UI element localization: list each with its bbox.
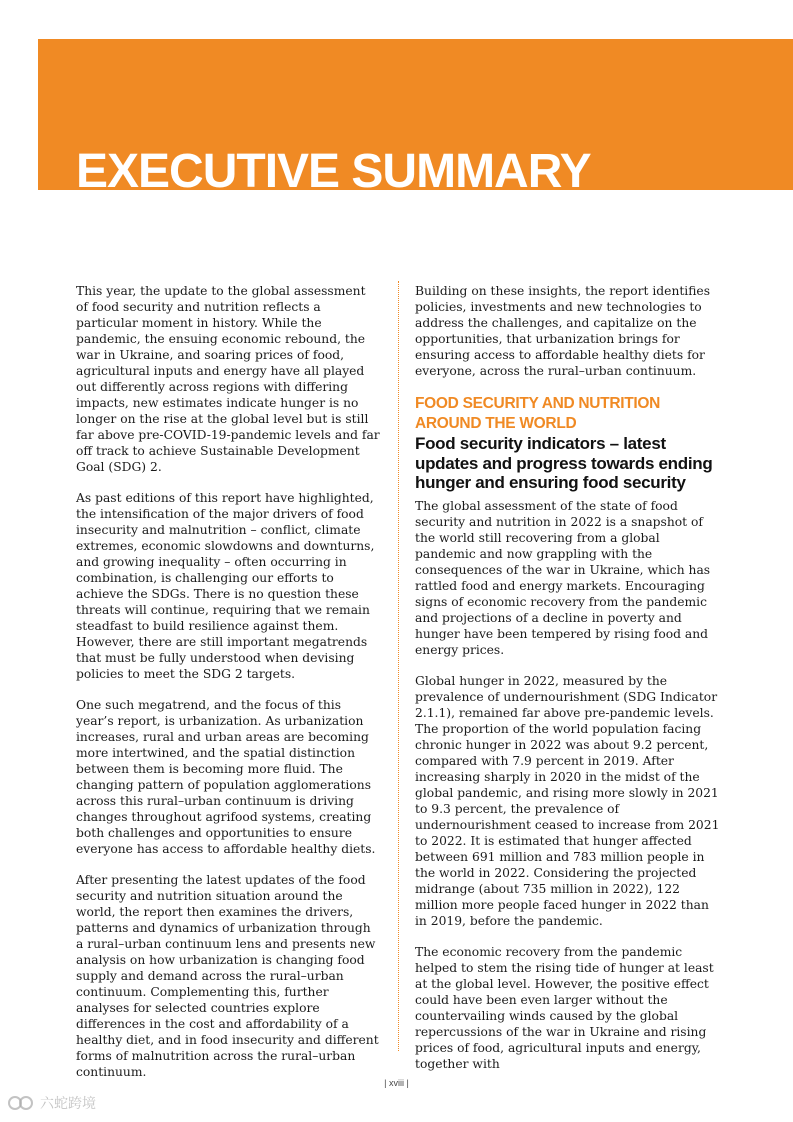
body-paragraph: The global assessment of the state of food security and nutrition in 2022 is a snapshot of the world still recovering from a global pandemic and now grappling with the consequences of the war in Ukraine, which has rattled food and energy markets. Encouraging signs of economic recovery from the pandemic and projections of a decline in poverty and hunger have been tempered by rising food and energy prices. [415,498,711,657]
page-number: | xviii | [384,1078,409,1088]
body-paragraph: One such megatrend, and the focus of this year’s report, is urbanization. As urbanization increases, rural and urban areas are becoming more intertwined, and the spatial distinction between them is becoming more fluid. The changing pattern of population agglomerations across this rural–urban continuum is driving changes throughout agrifood systems, creating both challenges and opportunities to ensure everyone has access to affordable healthy diets. [76,698,376,856]
section-kicker: FOOD SECURITY AND NUTRITION AROUND THE WORLD [415,395,661,432]
watermark-logo-icon [8,1094,34,1112]
left-column [76,283,381,1095]
intro-paragraph: Building on these insights, the report identifies policies, investments and new technologies to address the challenges, and capitalize on the opportunities, that urbanization brings for ensuring access to affordable healthy diets for everyone, across the rural–urban continuum. [415,284,711,378]
header-banner [38,39,793,190]
watermark-text: 六蛇跨境 [40,1096,96,1112]
right-column [415,283,720,1087]
section-heading: Food security indicators – latest updates and progress towards ending hunger and ensuring food security [415,434,713,492]
body-paragraph: After presenting the latest updates of the food security and nutrition situation around the world, the report then examines the drivers, patterns and dynamics of urbanization through a rural–urban continuum lens and presents new analysis on how urbanization is changing food supply and demand across the rural–urban continuum. Complementing this, further analyses for selected countries explore differences in the cost and affordability of a healthy diet, and in food insecurity and different forms of malnutrition across the rural–urban continuum. [76,873,379,1079]
body-paragraph: This year, the update to the global assessment of food security and nutrition reflects a particular moment in history. While the pandemic, the ensuing economic rebound, the war in Ukraine, and soaring prices of food, agricultural inputs and energy have all played out differently across regions with differing impacts, new estimates indicate hunger is no longer on the rise at the global level but is still far above pre-COVID-19-pandemic levels and far off track to achieve Sustainable Development Goal (SDG) 2. [76,284,380,474]
watermark [8,1093,96,1113]
body-paragraph: As past editions of this report have highlighted, the intensification of the major drivers of food insecurity and malnutrition – conflict, climate extremes, economic slowdowns and downturns, and growing inequality – often occurring in combination, is challenging our efforts to achieve the SDGs. There is no question these threats will continue, requiring that we remain steadfast to build resilience against them. However, there are still important megatrends that must be fully understood when devising policies to meet the SDG 2 targets. [76,491,375,681]
page-title: EXECUTIVE SUMMARY [76,145,591,190]
column-divider [398,281,399,1051]
body-paragraph: Global hunger in 2022, measured by the prevalence of undernourishment (SDG Indicator 2.1.1), remained far above pre-pandemic levels. The proportion of the world population facing chronic hunger in 2022 was about 9.2 percent, compared with 7.9 percent in 2019. After increasing sharply in 2020 in the midst of the global pandemic, and rising more slowly in 2021 to 9.3 percent, the prevalence of undernourishment ceased to increase from 2021 to 2022. It is estimated that hunger affected between 691 million and 783 million people in the world in 2022. Considering the projected midrange (about 735 million in 2022), 122 million more people faced hunger in 2022 than in 2019, before the pandemic. [415,673,720,928]
body-paragraph: The economic recovery from the pandemic helped to stem the rising tide of hunger at least at the global level. However, the positive effect could have been even larger without the countervailing winds caused by the global repercussions of the war in Ukraine and rising prices of food, agricultural inputs and energy, together with [415,944,714,1071]
